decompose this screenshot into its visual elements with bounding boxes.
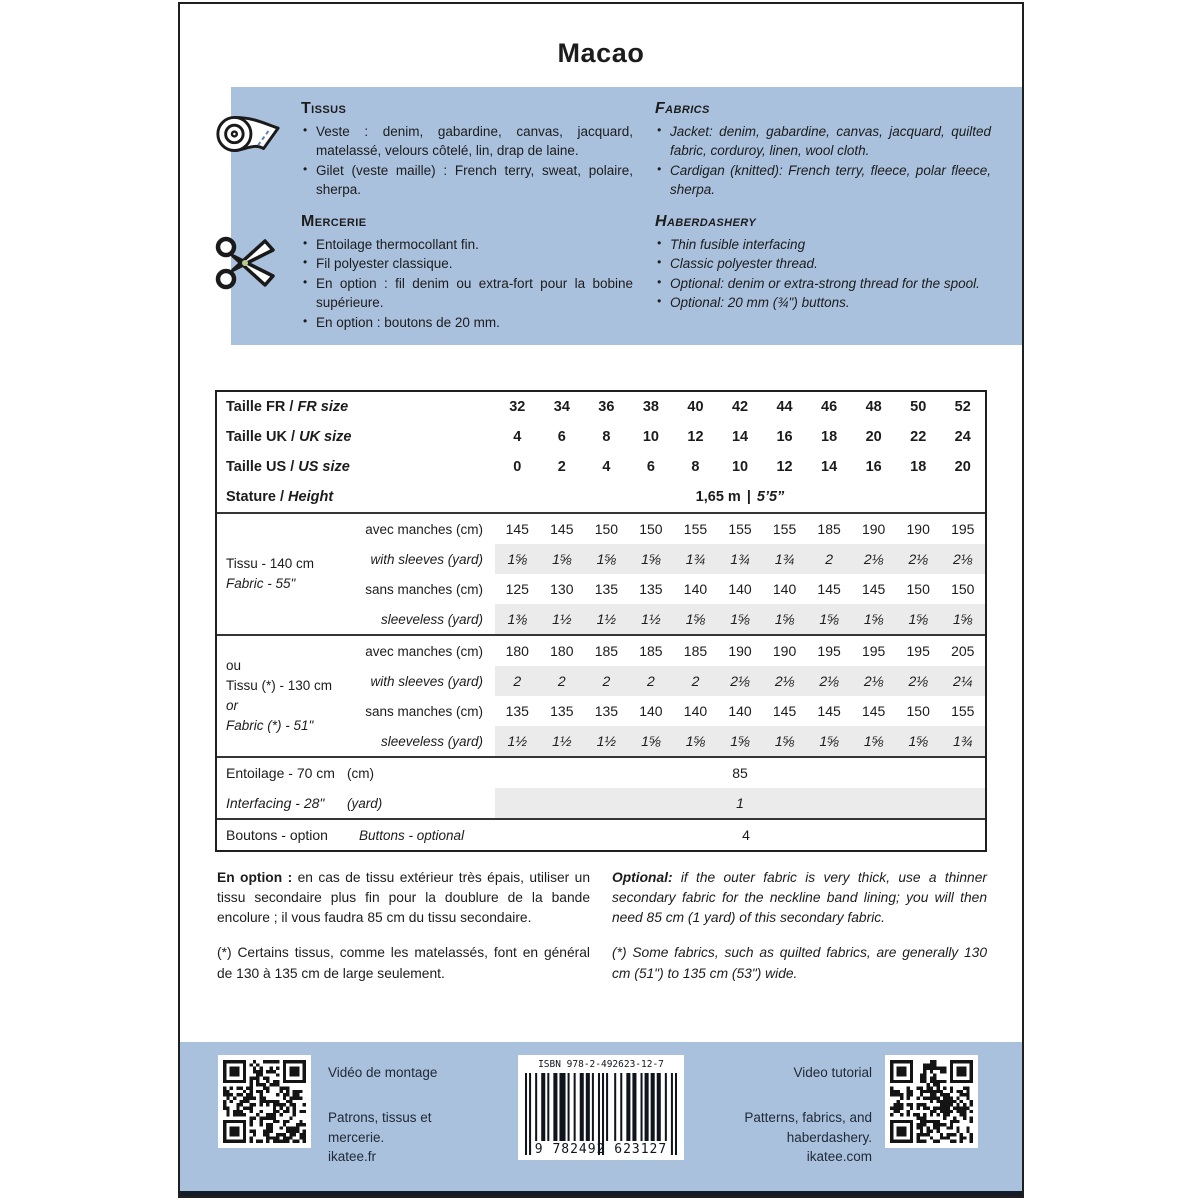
value-cell: 145 <box>861 703 886 719</box>
stature-row <box>217 482 985 512</box>
value-cell: 6 <box>557 429 566 445</box>
value-cell: 1⅜ <box>507 611 527 627</box>
value-cell: 185 <box>594 643 619 659</box>
fabric-130-group <box>217 636 985 756</box>
interfacing-row-cm <box>217 758 985 788</box>
interfacing-label-en: Interfacing - 28" <box>226 795 325 811</box>
pattern-envelope-back <box>178 2 1024 1198</box>
row-label-fr: Taille US / <box>226 459 295 475</box>
value-cell: 1⅝ <box>908 611 928 627</box>
value-cell: 135 <box>594 703 619 719</box>
value-cell: 12 <box>687 429 704 445</box>
note-lead: En option : <box>217 870 293 885</box>
value-cell: 2 <box>557 673 566 689</box>
value-cell: 22 <box>910 429 927 445</box>
section-title-haberdashery: Haberdashery <box>655 213 757 230</box>
value-cell: 155 <box>951 703 975 719</box>
value-cell: 1⅝ <box>819 611 839 627</box>
value-cell: 2 <box>602 673 611 689</box>
value-cell: 50 <box>910 399 927 415</box>
section-title-mercerie: Mercerie <box>301 213 367 230</box>
value-cell: 4 <box>513 429 522 445</box>
footer-panel <box>180 1042 1022 1196</box>
value-cell: 52 <box>954 399 971 415</box>
value-cell: 145 <box>861 581 886 597</box>
value-cell: 180 <box>505 643 529 659</box>
row-label: sans manches (cm) <box>365 703 483 719</box>
value-cell: 1½ <box>507 733 527 749</box>
row-label: avec manches (cm) <box>365 643 483 659</box>
value-cell: 135 <box>639 581 663 597</box>
value-cell: 6 <box>646 459 655 475</box>
value-cell: 145 <box>505 521 529 537</box>
value-cell: 145 <box>772 703 797 719</box>
fabric-130-label-fr: Tissu (*) - 130 cm <box>226 677 333 693</box>
yardage-values <box>495 696 985 726</box>
haberdashery-list <box>655 235 991 313</box>
footer-site-fr: ikatee.fr <box>328 1149 377 1165</box>
row-label: sans manches (cm) <box>365 581 483 597</box>
footer-video-label-en: Video tutorial <box>793 1065 872 1080</box>
value-cell: 205 <box>951 643 975 659</box>
value-cell: 190 <box>772 643 797 659</box>
footer-tagline-fr <box>328 1108 460 1167</box>
value-cell: 1¾ <box>774 551 795 567</box>
note-paragraph: (*) Certains tissus, comme les matelassés, font en général de 130 à 135 cm de large seulement. <box>217 945 590 981</box>
row-label: with sleeves (yard) <box>370 551 483 567</box>
row-label: sleeveless (yard) <box>380 733 483 749</box>
value-cell: 10 <box>642 429 659 445</box>
buttons-label-en: Buttons - optional <box>359 827 465 843</box>
yardage-values <box>495 544 985 574</box>
value-cell: 48 <box>865 399 882 415</box>
value-cell: 195 <box>817 643 841 659</box>
value-cell: 1⅝ <box>685 733 706 749</box>
value-cell: 155 <box>772 521 797 537</box>
buttons-row <box>217 820 985 850</box>
value-cell: 135 <box>594 581 619 597</box>
row-label: (yard) <box>347 795 383 811</box>
value-cell: 2 <box>647 673 655 689</box>
value-cell: 2 <box>557 459 566 475</box>
buttons-value: 4 <box>742 827 750 843</box>
fabric-130-label-fr: ou <box>226 657 242 673</box>
page-title: Macao <box>557 38 645 68</box>
value-cell: 1⅝ <box>730 611 750 627</box>
section-mercerie <box>301 213 633 332</box>
value-cell: 1¾ <box>953 733 973 749</box>
value-cell: 18 <box>910 459 927 475</box>
value-cell: 2⅛ <box>908 673 928 689</box>
value-cell: 1⅝ <box>908 733 928 749</box>
size-values-us <box>495 452 985 482</box>
value-cell: 195 <box>861 643 886 659</box>
size-row-fr <box>217 392 985 422</box>
fabric-130-label-en: Fabric (*) - 51" <box>226 718 314 734</box>
value-cell: 1⅝ <box>596 551 617 567</box>
value-cell: 1⅝ <box>641 733 661 749</box>
value-cell: 185 <box>639 643 663 659</box>
footer-video-label-fr: Vidéo de montage <box>328 1065 438 1080</box>
size-values-uk <box>495 422 985 452</box>
fabric-130-label-en: or <box>226 698 239 713</box>
interfacing-row-yard <box>217 788 985 818</box>
value-cell: 2⅛ <box>819 673 839 689</box>
row-label: sleeveless (yard) <box>380 611 483 627</box>
value-cell: 44 <box>776 399 793 415</box>
value-cell: 1¾ <box>730 551 750 567</box>
value-cell: 1½ <box>552 611 572 627</box>
value-cell: 1½ <box>552 733 572 749</box>
bullet-item: • Jacket: denim, gabardine, canvas, jacquard, quilted fabric, corduroy, linen, wool cloth. <box>655 122 991 161</box>
value-cell: 150 <box>906 581 930 597</box>
value-cell: 190 <box>728 643 752 659</box>
value-cell: 145 <box>817 703 841 719</box>
value-cell: 14 <box>731 429 749 445</box>
note-paragraph: Optional: if the outer fabric is very thick, use a thinner secondary fabric for the neckline band lining; you will then need 85 cm (1 yard) of this secondary fabric. <box>612 870 987 926</box>
bullet-item: • En option : fil denim ou extra-fort pour la bobine supérieure. <box>301 274 633 313</box>
value-cell: 1⅝ <box>774 733 795 749</box>
interfacing-cm-value: 85 <box>732 765 748 781</box>
value-cell: 1⅝ <box>685 611 706 627</box>
value-cell: 140 <box>772 581 797 597</box>
bullet-item: • Entoilage thermocollant fin. <box>301 235 633 254</box>
size-row-uk <box>217 422 985 452</box>
value-cell: 125 <box>505 581 529 597</box>
buttons-label-fr: Boutons - option <box>226 827 328 843</box>
value-cell: 1⅝ <box>774 611 795 627</box>
size-table <box>215 390 987 852</box>
section-haberdashery <box>655 213 991 313</box>
fabric-140-group <box>217 514 985 634</box>
value-cell: 2 <box>691 673 700 689</box>
value-cell: 1⅝ <box>953 611 973 627</box>
bullet-item: • Fil polyester classique. <box>301 254 633 273</box>
fabric-140-label <box>226 514 346 634</box>
row-label-fr: Stature / <box>226 489 285 505</box>
size-row-us <box>217 452 985 482</box>
value-cell: 0 <box>513 459 522 475</box>
qr-code-icon <box>885 1055 978 1148</box>
bullet-item: • Optional: 20 mm (¾") buttons. <box>655 293 991 312</box>
yardage-values <box>495 574 985 604</box>
value-cell: 150 <box>594 521 619 537</box>
value-cell: 140 <box>728 703 752 719</box>
value-cell: 46 <box>821 399 838 415</box>
section-title-fabrics: Fabrics <box>655 100 710 117</box>
value-cell: 150 <box>906 703 930 719</box>
fabric-140-label-fr: Tissu - 140 cm <box>226 555 315 571</box>
value-cell: 1⅝ <box>863 733 884 749</box>
section-tissus <box>301 100 633 200</box>
barcode-icon <box>518 1055 684 1160</box>
value-cell: 145 <box>550 521 574 537</box>
value-cell: 155 <box>683 521 708 537</box>
value-cell: 32 <box>509 399 526 415</box>
value-cell: 135 <box>505 703 529 719</box>
value-cell: 2⅛ <box>863 673 884 689</box>
interfacing-yard-value: 1 <box>495 788 985 818</box>
stature-separator: | <box>746 489 751 505</box>
value-cell: 1⅝ <box>819 733 839 749</box>
row-label-fr: Taille UK / <box>226 429 296 445</box>
value-cell: 34 <box>553 399 570 415</box>
value-cell: 1½ <box>641 611 661 627</box>
footer-tagline-en-text: Patterns, fabrics, and haberdashery. <box>744 1110 872 1145</box>
note-paragraph: En option : en cas de tissu extérieur très épais, utiliser un tissu secondaire plus fin pour la doublure de la bande encolure ; il vous faudra 85 cm du tissu secondaire. <box>217 870 591 926</box>
footer-site-en: ikatee.com <box>806 1149 872 1165</box>
value-cell: 1⅝ <box>641 551 661 567</box>
value-cell: 130 <box>550 581 574 597</box>
value-cell: 2 <box>513 673 522 689</box>
value-cell: 20 <box>954 459 971 475</box>
value-cell: 140 <box>683 703 708 719</box>
yardage-values <box>495 604 985 634</box>
value-cell: 2 <box>825 551 833 567</box>
value-cell: 14 <box>821 459 838 475</box>
bullet-item: • Thin fusible interfacing <box>655 235 991 254</box>
bullet-item: • Veste : denim, gabardine, canvas, jacquard, matelassé, velours côtelé, lin, drap de laine. <box>301 122 633 161</box>
yardage-values <box>495 514 985 544</box>
notes-fr <box>217 868 590 999</box>
value-cell: 8 <box>602 429 611 445</box>
row-label-en: FR size <box>297 399 349 415</box>
value-cell: 195 <box>906 643 930 659</box>
value-cell: 2⅛ <box>774 673 795 689</box>
value-cell: 1½ <box>596 611 617 627</box>
value-cell: 20 <box>865 429 882 445</box>
value-cell: 2⅛ <box>908 551 928 567</box>
fabric-roll-icon <box>213 104 283 162</box>
footer-tagline-en <box>707 1108 872 1167</box>
value-cell: 36 <box>598 399 615 415</box>
bullet-item: • Gilet (veste maille) : French terry, sweat, polaire, sherpa. <box>301 161 633 200</box>
mercerie-list <box>301 235 633 332</box>
value-cell: 16 <box>776 429 793 445</box>
size-values-fr <box>495 392 985 422</box>
stature-metric: 1,65 m <box>695 489 741 505</box>
value-cell: 2¼ <box>953 673 973 689</box>
value-cell: 18 <box>821 429 838 445</box>
value-cell: 140 <box>639 703 663 719</box>
value-cell: 1¾ <box>685 551 706 567</box>
value-cell: 24 <box>954 429 971 445</box>
value-cell: 4 <box>602 459 611 475</box>
row-label-en: US size <box>298 459 350 475</box>
tissus-list <box>301 122 633 200</box>
value-cell: 12 <box>776 459 793 475</box>
value-cell: 40 <box>687 399 704 415</box>
bullet-item: • Cardigan (knitted): French terry, fleece, polar fleece, sherpa. <box>655 161 991 200</box>
notes-en <box>612 868 987 999</box>
value-cell: 2⅛ <box>953 551 973 567</box>
row-label-fr: Taille FR / <box>226 399 294 415</box>
row-label-en: UK size <box>299 429 352 445</box>
yardage-values <box>495 666 985 696</box>
fabrics-list <box>655 122 991 200</box>
value-cell: 2⅛ <box>863 551 884 567</box>
value-cell: 150 <box>951 581 975 597</box>
note-paragraph: (*) Some fabrics, such as quilted fabrics, are generally 130 cm (51") to 135 cm (53") wide. <box>612 945 987 981</box>
bullet-item: • Classic polyester thread. <box>655 254 991 273</box>
row-label: (cm) <box>347 765 374 781</box>
fabric-140-label-en: Fabric - 55" <box>226 576 296 591</box>
interfacing-label-fr: Entoilage - 70 cm <box>226 765 335 781</box>
value-cell: 1⅝ <box>730 733 750 749</box>
value-cell: 8 <box>691 459 700 475</box>
value-cell: 155 <box>728 521 752 537</box>
row-label-en: Height <box>288 489 334 505</box>
footer-tagline-fr-text: Patrons, tissus et mercerie. <box>328 1110 432 1145</box>
value-cell: 1⅝ <box>552 551 572 567</box>
section-fabrics <box>655 100 991 200</box>
materials-panel <box>231 87 1022 345</box>
value-cell: 185 <box>817 521 841 537</box>
fabric-130-label <box>226 636 346 756</box>
scissors-icon <box>215 233 279 293</box>
note-lead: Optional: <box>612 870 673 885</box>
stature-value <box>495 482 985 512</box>
value-cell: 10 <box>731 459 749 475</box>
section-title-tissus: Tissus <box>301 100 347 117</box>
isbn-label: ISBN 978-2-492623-12-7 <box>538 1059 664 1070</box>
row-label: with sleeves (yard) <box>370 673 483 689</box>
barcode-digits: 9 782492 623127 <box>534 1142 668 1157</box>
value-cell: 42 <box>731 399 749 415</box>
value-cell: 195 <box>951 521 975 537</box>
value-cell: 1⅝ <box>863 611 884 627</box>
value-cell: 180 <box>550 643 574 659</box>
bullet-item: • Optional: denim or extra-strong thread for the spool. <box>655 274 991 293</box>
bullet-item: • En option : boutons de 20 mm. <box>301 313 633 332</box>
value-cell: 145 <box>817 581 841 597</box>
value-cell: 140 <box>683 581 708 597</box>
value-cell: 2⅛ <box>730 673 750 689</box>
value-cell: 1½ <box>596 733 617 749</box>
value-cell: 150 <box>639 521 663 537</box>
yardage-values <box>495 636 985 666</box>
value-cell: 185 <box>683 643 708 659</box>
qr-code-icon <box>218 1055 311 1148</box>
value-cell: 135 <box>550 703 574 719</box>
stature-imperial: 5’5” <box>756 489 785 505</box>
value-cell: 190 <box>906 521 930 537</box>
value-cell: 16 <box>865 459 882 475</box>
value-cell: 190 <box>861 521 886 537</box>
value-cell: 140 <box>728 581 752 597</box>
value-cell: 38 <box>642 399 659 415</box>
row-label: avec manches (cm) <box>365 521 483 537</box>
value-cell: 1⅝ <box>507 551 527 567</box>
yardage-values <box>495 726 985 756</box>
